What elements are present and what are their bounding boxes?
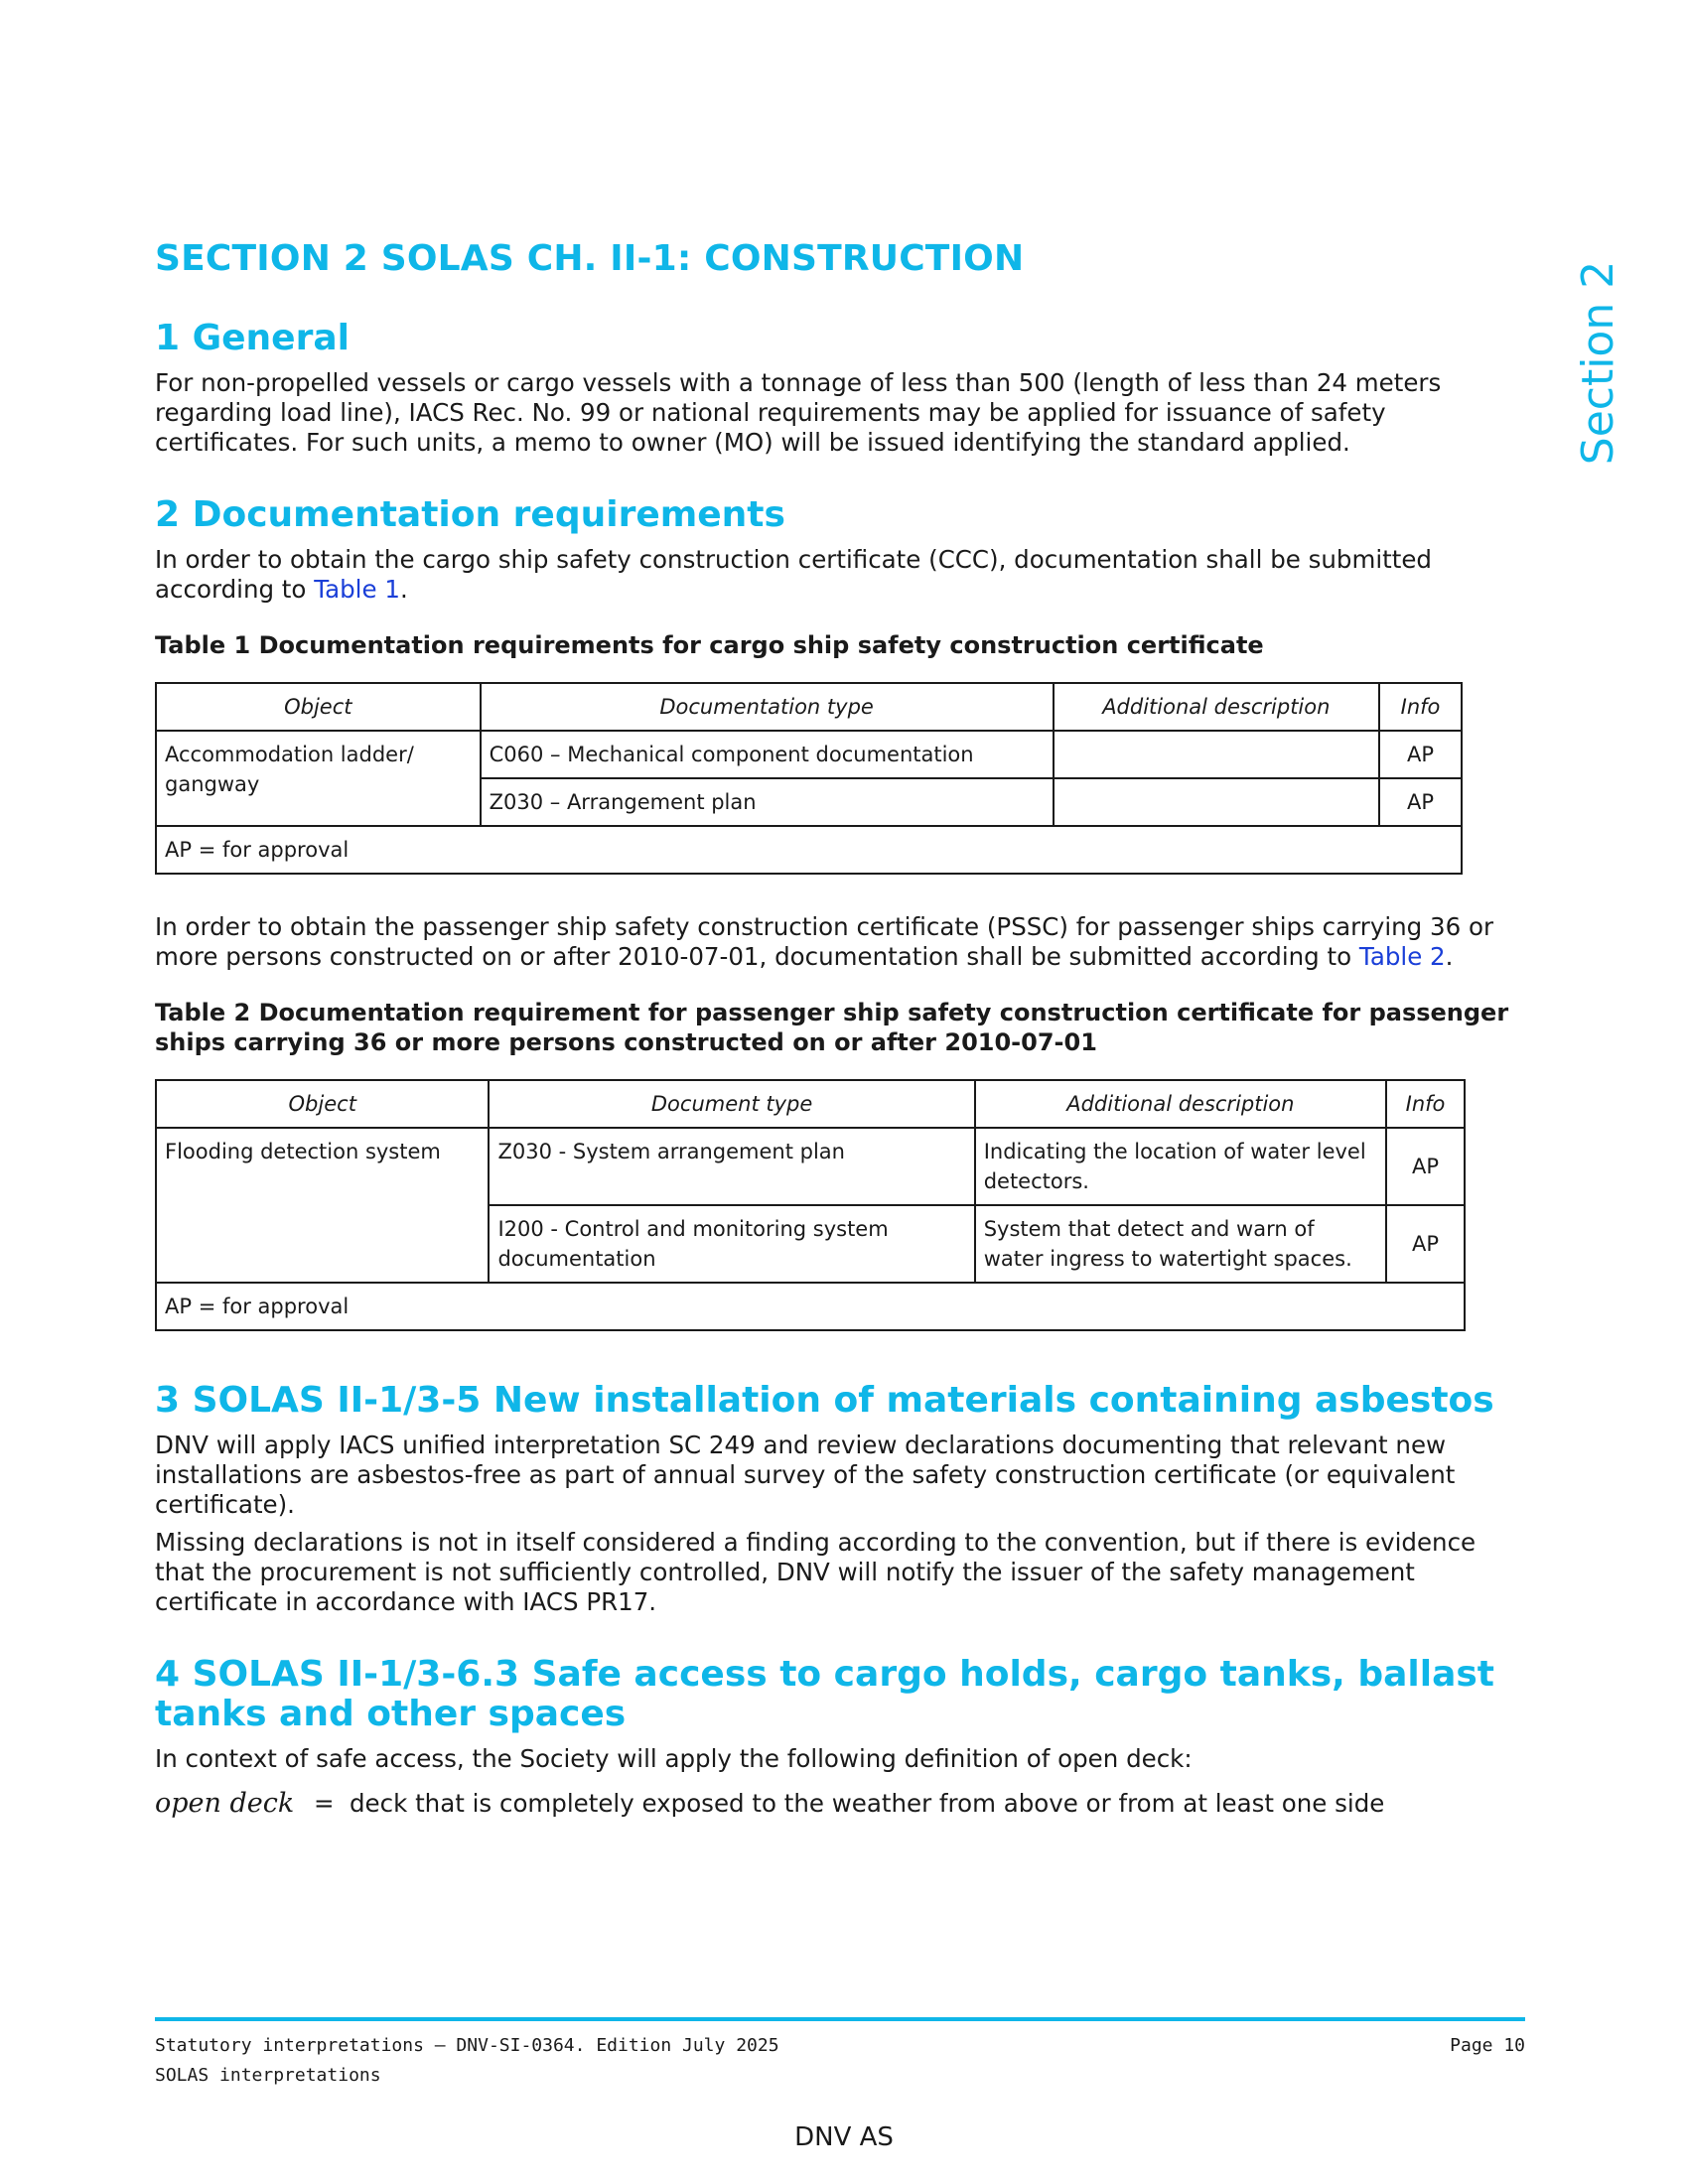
table-footnote-row [156,826,1462,874]
table-header-cell: Object [156,683,481,731]
table-header-cell: Additional description [975,1080,1386,1128]
documentation-paragraph-1 [155,545,1525,605]
description-cell: System that detect and warn of water ingress to watertight spaces. [975,1205,1386,1283]
table-header-cell: Info [1386,1080,1465,1128]
asbestos-paragraph-1: DNV will apply IACS unified interpretation SC 249 and review declarations documenting that relevant new installations are asbestos-free as part of annual survey of the safety construction certificate (or equivalent certificate). [155,1431,1456,1519]
publisher-name: DNV AS [794,2122,894,2152]
table-footnote-row [156,1283,1465,1330]
table-row [156,731,1462,778]
definition-open-deck [155,1788,1525,1819]
object-cell: Flooding detection system [156,1128,489,1283]
doc-type-cell: Z030 - System arrangement plan [489,1128,974,1205]
table-header-cell: Documentation type [481,683,1054,731]
doc-type-cell: Z030 – Arrangement plan [481,778,1054,826]
heading-asbestos: 3 SOLAS II-1/3-5 New installation of materials containing asbestos [155,1380,1494,1421]
table-1-link[interactable]: Table 1 [314,575,400,604]
safe-access-paragraph: In context of safe access, the Society will apply the following definition of open deck: [155,1744,1193,1773]
section-side-tab-label: Section 2 [1573,260,1624,465]
table-2-caption: Table 2 Documentation requirement for passenger ship safety construction certificate for passenger ships carrying 36 or more persons constructed on or after 2010-07-01 [155,999,1509,1056]
description-cell [1054,731,1379,778]
definition-equals: = [314,1789,335,1818]
table-header-cell: Object [156,1080,489,1128]
documentation-paragraph-2 [155,912,1525,972]
para-text: . [1445,942,1454,971]
heading-safe-access: 4 SOLAS II-1/3-6.3 Safe access to cargo holds, cargo tanks, ballast tanks and other spaces [155,1654,1495,1734]
footer-page-number: Page 10 [1450,2035,1525,2056]
table-header-cell: Document type [489,1080,974,1128]
table-1-caption: Table 1 Documentation requirements for cargo ship safety construction certificate [155,631,1264,659]
info-cell: AP [1379,731,1462,778]
table-header-cell: Info [1379,683,1462,731]
description-cell: Indicating the location of water level detectors. [975,1128,1386,1205]
table-footnote: AP = for approval [156,826,1462,874]
table-header-row [156,683,1462,731]
object-cell: Accommodation ladder/ gangway [156,731,481,826]
table-2-link[interactable]: Table 2 [1358,942,1446,971]
para-text: . [399,575,408,604]
footer-document-title: Statutory interpretations — DNV-SI-0364. Edition July 2025 [155,2035,779,2056]
doc-type-cell: I200 - Control and monitoring system documentation [489,1205,974,1283]
section-title: SECTION 2 SOLAS CH. II-1: CONSTRUCTION [155,238,1025,279]
section-side-tab [1569,258,1628,467]
info-cell: AP [1386,1128,1465,1205]
asbestos-paragraph-2: Missing declarations is not in itself considered a finding according to the convention, but if there is evidence that the procurement is not sufficiently controlled, DNV will notify the issuer of the safety management certificate in accordance with IACS PR17. [155,1528,1477,1616]
description-cell [1054,778,1379,826]
info-cell: AP [1386,1205,1465,1283]
main-content [155,238,1525,1819]
footer-divider [155,2017,1525,2021]
definition-term: open deck [155,1788,295,1819]
table-header-cell: Additional description [1054,683,1379,731]
para-text: In order to obtain the cargo ship safety construction certificate (CCC), documentation shall be submitted according to [155,545,1432,604]
para-text: In order to obtain the passenger ship safety construction certificate (PSSC) for passenger ships carrying 36 or more persons constructed on or after 2010-07-01, documentation shall be submitted according to [155,912,1494,971]
info-cell: AP [1379,778,1462,826]
definition-text: deck that is completely exposed to the weather from above or from at least one side [350,1789,1385,1818]
footer-subtitle: SOLAS interpretations [155,2065,381,2086]
page-footer [155,2031,1525,2091]
table-2 [155,1079,1466,1331]
table-header-row [156,1080,1465,1128]
doc-type-cell: C060 – Mechanical component documentation [481,731,1054,778]
heading-general: 1 General [155,318,350,358]
table-1 [155,682,1463,875]
general-paragraph: For non-propelled vessels or cargo vessels with a tonnage of less than 500 (length of less than 24 meters regarding load line), IACS Rec. No. 99 or national requirements may be applied for issuance of safety certificates. For such units, a memo to owner (MO) will be issued identifying the standard applied. [155,368,1442,457]
heading-documentation: 2 Documentation requirements [155,494,785,535]
table-footnote: AP = for approval [156,1283,1465,1330]
table-row [156,1128,1465,1205]
